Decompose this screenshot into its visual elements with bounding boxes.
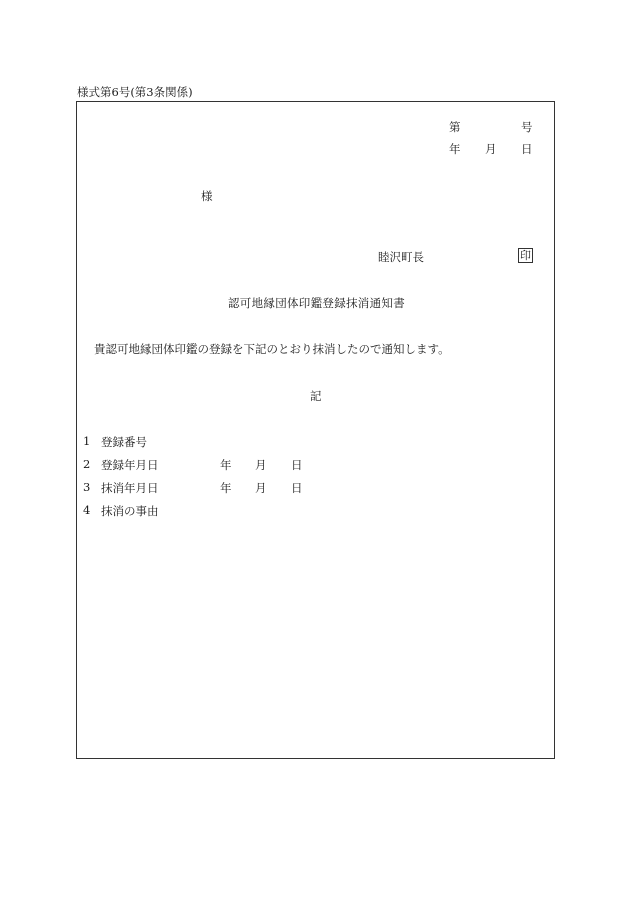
- item-number: 3: [83, 480, 91, 494]
- issuer-title: 睦沢町長: [378, 250, 424, 264]
- item-label: 登録番号: [101, 435, 147, 449]
- item-number: 2: [83, 457, 91, 471]
- item-number: 1: [83, 434, 91, 448]
- document-frame: [76, 101, 555, 759]
- date-day: 日: [521, 142, 533, 156]
- item-label: 登録年月日: [101, 458, 159, 472]
- item-day: 日: [291, 458, 303, 472]
- document-title: 認可地縁団体印鑑登録抹消通知書: [228, 296, 405, 310]
- item-month: 月: [255, 481, 267, 495]
- item-number: 4: [83, 503, 91, 517]
- number-suffix: 号: [521, 120, 533, 134]
- item-year: 年: [220, 458, 232, 472]
- seal-mark: 印: [520, 249, 531, 262]
- ki-heading: 記: [310, 389, 322, 403]
- number-prefix: 第: [449, 120, 461, 134]
- item-month: 月: [255, 458, 267, 472]
- item-label: 抹消年月日: [101, 481, 159, 495]
- item-day: 日: [291, 481, 303, 495]
- date-year: 年: [449, 142, 461, 156]
- date-month: 月: [485, 142, 497, 156]
- body-text: 貴認可地縁団体印鑑の登録を下記のとおり抹消したので通知します。: [94, 342, 450, 356]
- item-label: 抹消の事由: [101, 504, 159, 518]
- form-label: 様式第6号(第3条関係): [77, 85, 193, 99]
- addressee-suffix: 様: [201, 189, 213, 203]
- item-year: 年: [220, 481, 232, 495]
